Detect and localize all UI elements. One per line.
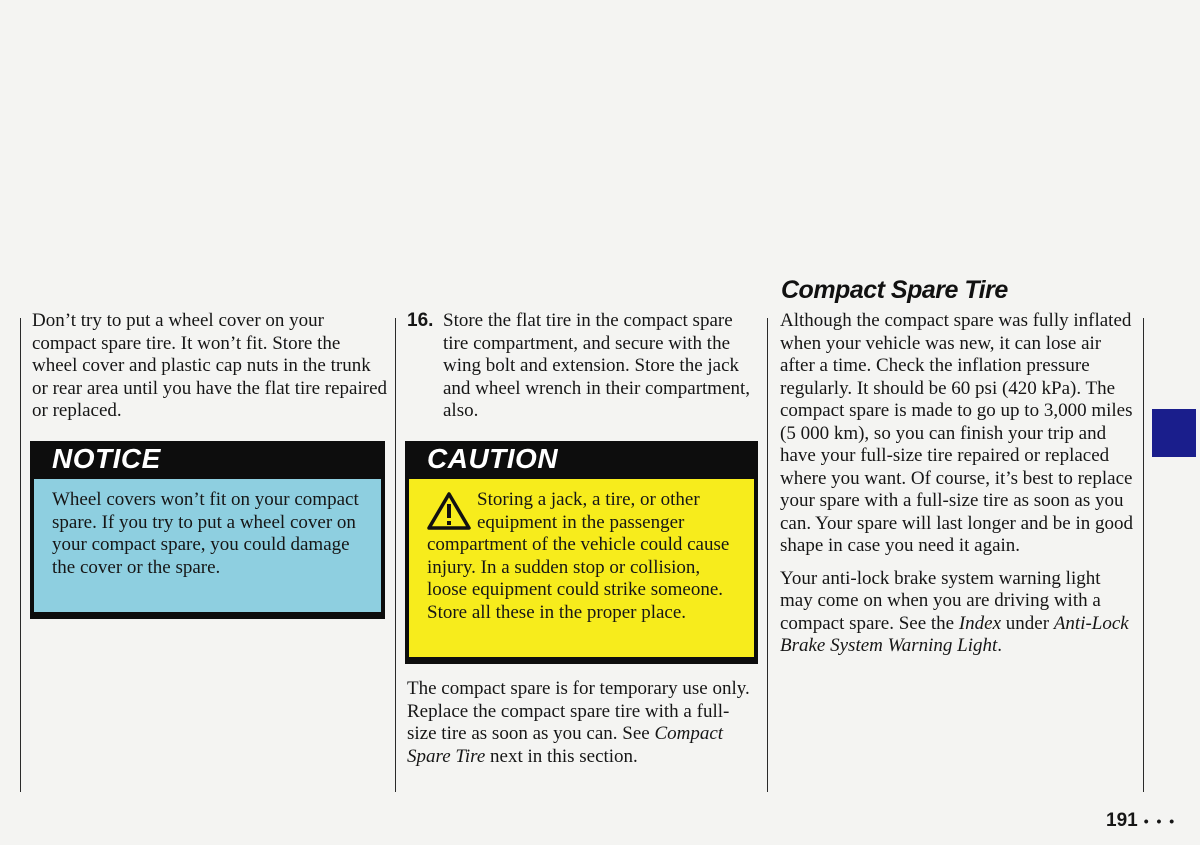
- notice-title: NOTICE: [52, 443, 161, 474]
- section-tab-marker: [1152, 409, 1196, 457]
- warning-triangle-icon: [427, 491, 471, 531]
- anti-lock-text: Your anti-lock brake system warning light may come on when you are driving with a compact spare. See the: [780, 567, 1101, 634]
- page-number: [1106, 810, 1176, 832]
- column-3: [780, 310, 1136, 668]
- index-reference: Index: [958, 612, 1002, 634]
- column-2: [407, 310, 755, 423]
- caution-title: CAUTION: [427, 443, 559, 474]
- column-rule-far-right: [1143, 318, 1144, 792]
- column-rule-left: [20, 318, 21, 792]
- compact-spare-tire-reference: Compact Spare Tire: [407, 723, 724, 767]
- anti-lock-text-middle: under: [1001, 612, 1054, 634]
- section-heading: Compact Spare Tire: [781, 276, 1008, 304]
- step-number: 16.: [407, 310, 434, 331]
- anti-lock-paragraph: [780, 568, 1136, 658]
- temporary-use-text: The compact spare is for temporary use only. Replace the compact spare tire with a full-size tire as soon as you can. See: [407, 678, 750, 744]
- anti-lock-reference: Anti-Lock Brake System Warning Light: [780, 612, 1129, 656]
- notice-box: [30, 441, 385, 619]
- column-rule-right: [767, 318, 768, 792]
- column-rule-middle: [395, 318, 396, 792]
- page-number-value: 191: [1106, 810, 1138, 831]
- temporary-use-paragraph: [407, 678, 757, 768]
- wheel-cover-paragraph: Don’t try to put a wheel cover on your compact spare tire. It won’t fit. Store the wheel cover and plastic cap nuts in the trunk or rear area until you have the flat tire repaired or replaced.: [32, 310, 388, 421]
- caution-box: [405, 441, 758, 664]
- caution-text: Storing a jack, a tire, or other equipment in the passenger compartment of the vehicle could cause injury. In a sudden stop or collision, loose equipment could strike someone. Store all these in the proper place.: [427, 489, 730, 623]
- step-16: [407, 310, 755, 423]
- step-text: Store the flat tire in the compact spare tire compartment, and secure with the wing bolt and extension. Store the jack and wheel wrench in their compartment, also.: [443, 310, 751, 421]
- column-1: [32, 310, 388, 433]
- compact-spare-paragraph: Although the compact spare was fully inflated when your vehicle was new, it can lose air after a time. Check the inflation pressure regularly. It should be 60 psi (420 kPa). The compact spare is made to go up to 3,000 miles (5 000 km), so you can finish your trip and have your full-size tire repaired or replaced where you want. Of course, it’s best to replace your spare with a full-size tire as soon as you can. Your spare will last longer and be in good shape in case you need it again.: [780, 310, 1134, 556]
- temporary-use-section: [407, 678, 757, 778]
- anti-lock-text-end: .: [997, 635, 1003, 656]
- caution-body: [409, 479, 754, 657]
- page-number-dots: • • •: [1143, 812, 1177, 829]
- temporary-use-text-end: next in this section.: [485, 745, 638, 767]
- notice-body: Wheel covers won’t fit on your compact spare. If you try to put a wheel cover on your compact spare, you could damage the cover or the spare.: [34, 479, 381, 612]
